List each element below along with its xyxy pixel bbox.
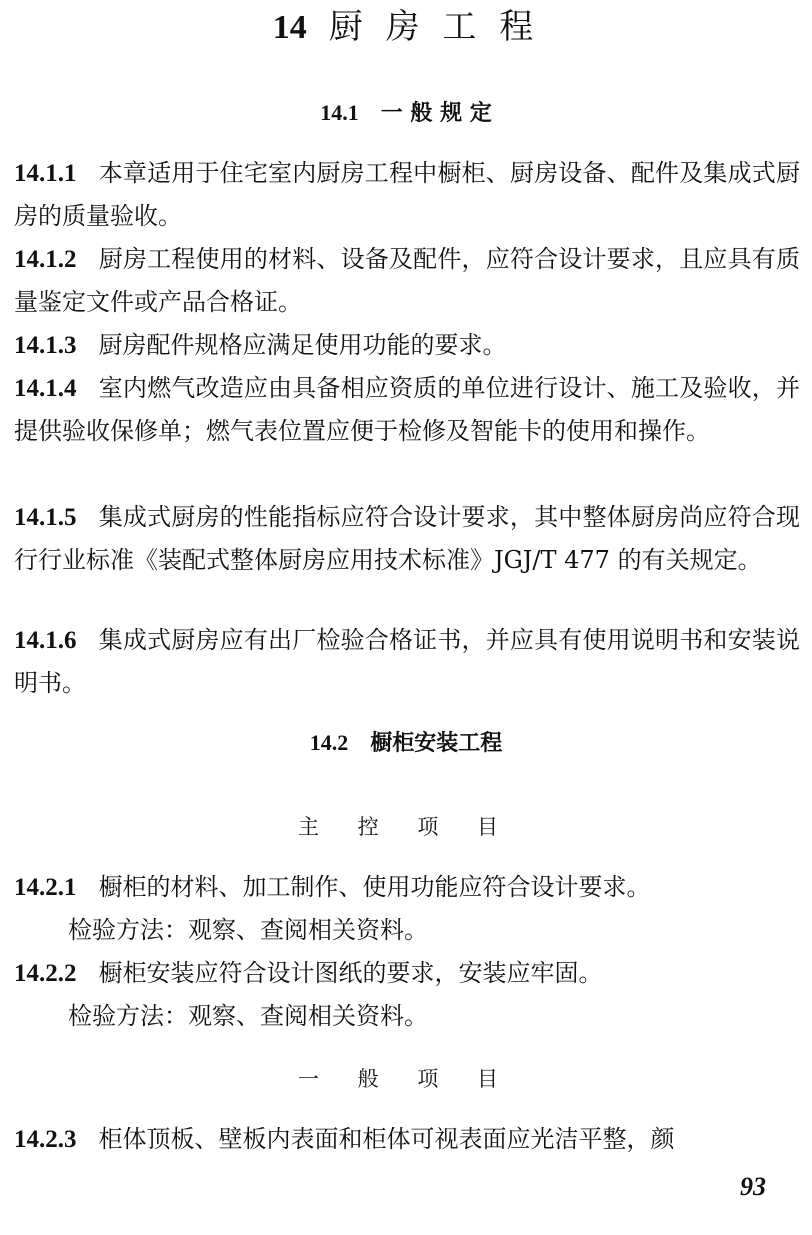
section-title-14-1 (0, 98, 812, 128)
section-number: 14.1 (320, 100, 359, 125)
clause-number: 14.1.2 (14, 246, 77, 273)
section-number: 14.2 (309, 730, 349, 755)
clause-text: 橱柜安装应符合设计图纸的要求，安装应牢固。 (98, 959, 603, 987)
inspection-method-14-2-2: 检验方法：观察、查阅相关资料。 (68, 1002, 428, 1030)
clause-number: 14.2.2 (14, 960, 77, 987)
clause-14-2-2 (14, 952, 800, 995)
chapter-number: 14 (272, 9, 307, 46)
clause-14-1-4 (14, 367, 800, 453)
section-title-14-2 (0, 728, 812, 758)
clause-number: 14.1.3 (14, 332, 77, 359)
subheading-main-control-items: 主 控 项 目 (297, 815, 515, 839)
clause-14-1-5 (14, 496, 800, 582)
page-number: 93 (740, 1172, 766, 1201)
chapter-name: 厨 房 工 程 (328, 7, 540, 47)
clause-14-2-3 (14, 1118, 800, 1161)
section-name: 橱柜安装工程 (370, 730, 503, 756)
clause-14-1-2 (14, 238, 800, 324)
clause-14-1-1 (14, 152, 800, 238)
section-name: 一 般 规 定 (380, 100, 492, 126)
clause-text: 本章适用于住宅室内厨房工程中橱柜、厨房设备、配件及集成式厨房的质量验收。 (14, 159, 800, 230)
clause-number: 14.1.4 (14, 375, 77, 402)
clause-number: 14.2.3 (14, 1126, 77, 1153)
clause-14-2-1 (14, 866, 800, 909)
clause-text: 室内燃气改造应由具备相应资质的单位进行设计、施工及验收，并提供验收保修单；燃气表位置应便于检修及智能卡的使用和操作。 (14, 374, 800, 445)
clause-text: 厨房配件规格应满足使用功能的要求。 (98, 331, 507, 359)
clause-text: 橱柜的材料、加工制作、使用功能应符合设计要求。 (98, 873, 651, 901)
chapter-title (0, 4, 812, 51)
clause-text: 柜体顶板、壁板内表面和柜体可视表面应光洁平整，颜 (98, 1125, 675, 1153)
clause-number: 14.1.5 (14, 504, 77, 531)
clause-text: 厨房工程使用的材料、设备及配件，应符合设计要求，且应具有质量鉴定文件或产品合格证。 (14, 245, 800, 316)
clause-number: 14.1.6 (14, 627, 77, 654)
clause-14-1-6 (14, 619, 800, 705)
clause-text: 集成式厨房的性能指标应符合设计要求，其中整体厨房尚应符合现行行业标准《装配式整体厨房应用技术标准》JGJ/T 477 的有关规定。 (14, 503, 800, 574)
inspection-method-14-2-1: 检验方法：观察、查阅相关资料。 (68, 916, 428, 944)
clause-number: 14.1.1 (14, 160, 77, 187)
clause-text: 集成式厨房应有出厂检验合格证书，并应具有使用说明书和安装说明书。 (14, 626, 800, 697)
subheading-general-items: 一 般 项 目 (297, 1067, 515, 1091)
clause-14-1-3 (14, 324, 800, 367)
clause-number: 14.2.1 (14, 874, 77, 901)
